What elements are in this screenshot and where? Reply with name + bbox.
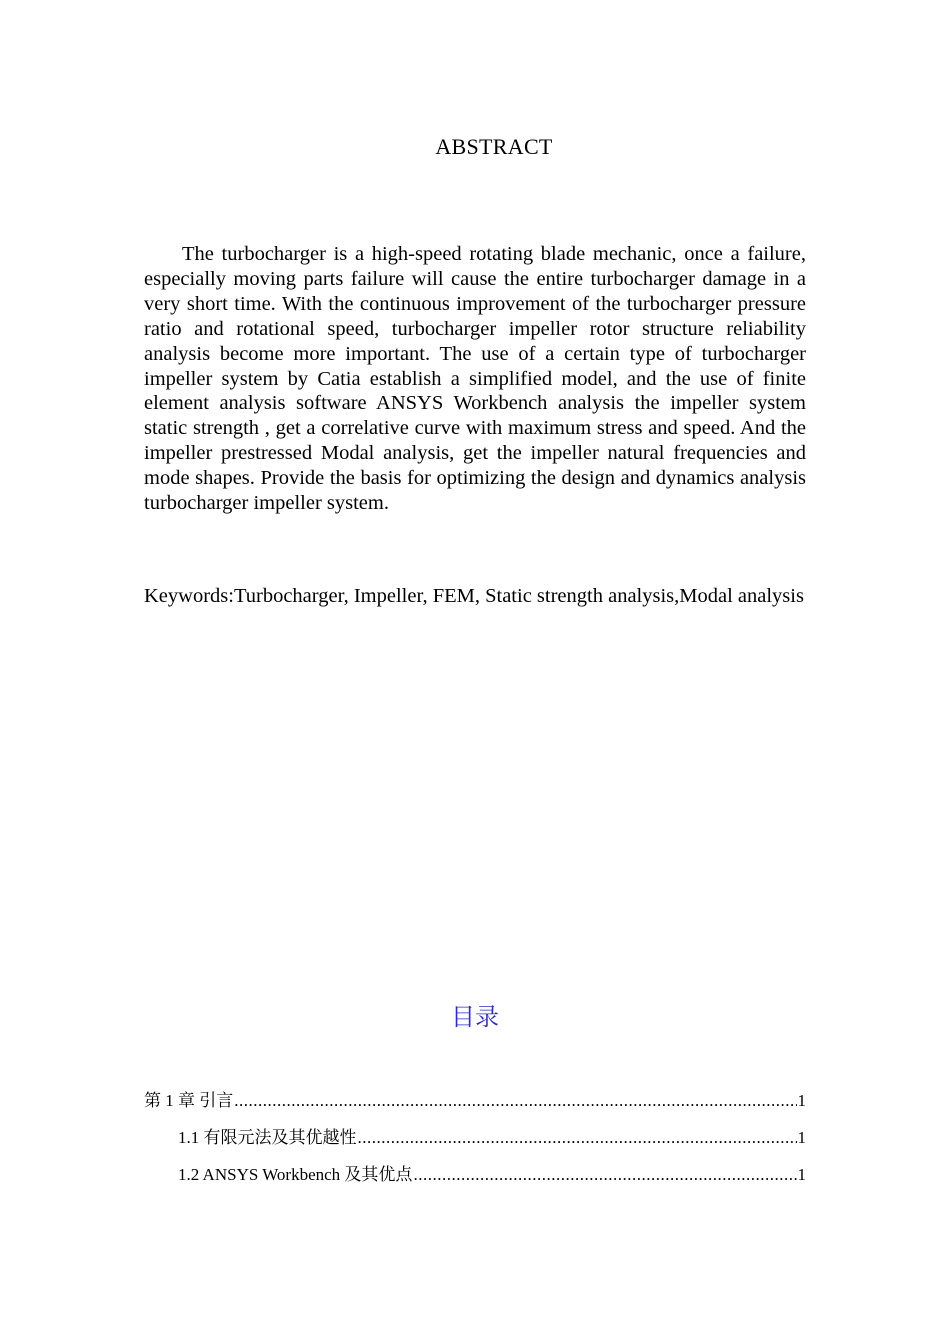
toc-title: 目录 (451, 1003, 499, 1031)
toc-entry-text: 1.2 ANSYS Workbench 及其优点 (178, 1165, 413, 1184)
keywords-line: Keywords:Turbocharger, Impeller, FEM, Static strength analysis,Modal analysis (144, 585, 804, 607)
toc-dot-leader (234, 1091, 796, 1111)
abstract-title: ABSTRACT (435, 134, 553, 159)
toc-dot-leader (358, 1128, 797, 1148)
abstract-body: The turbocharger is a high-speed rotating blade mechanic, once a failure, especially moving parts failure will cause the entire turbocharger damage in a very short time. With the continuous improvement of the turbocharger pressure ratio and rotational speed, turbocharger impeller rotor structure reliability analysis become more important. The use of a certain type of turbocharger impeller system by Catia establish a simplified model, and the use of finite element analysis software ANSYS Workbench analysis the impeller system static strength , get a correlative curve with maximum stress and speed. And the impeller prestressed Modal analysis, get the impeller natural frequencies and mode shapes. Provide the basis for optimizing the design and dynamics analysis turbocharger impeller system. (144, 243, 806, 515)
toc-entry-page: 1 (797, 1165, 806, 1184)
toc-entry-text: 第 1 章 引言 (144, 1091, 234, 1110)
toc-entry-section-1-1[interactable] (144, 1123, 806, 1160)
toc-entry-page: 1 (797, 1091, 806, 1110)
toc-entry-text: 1.1 有限元法及其优越性 (178, 1128, 357, 1147)
toc-entry-page: 1 (797, 1128, 806, 1147)
toc-entry-section-1-2[interactable] (144, 1160, 806, 1197)
table-of-contents (144, 1086, 806, 1197)
toc-entry-chapter-1[interactable] (144, 1086, 806, 1123)
toc-dot-leader (413, 1165, 796, 1185)
